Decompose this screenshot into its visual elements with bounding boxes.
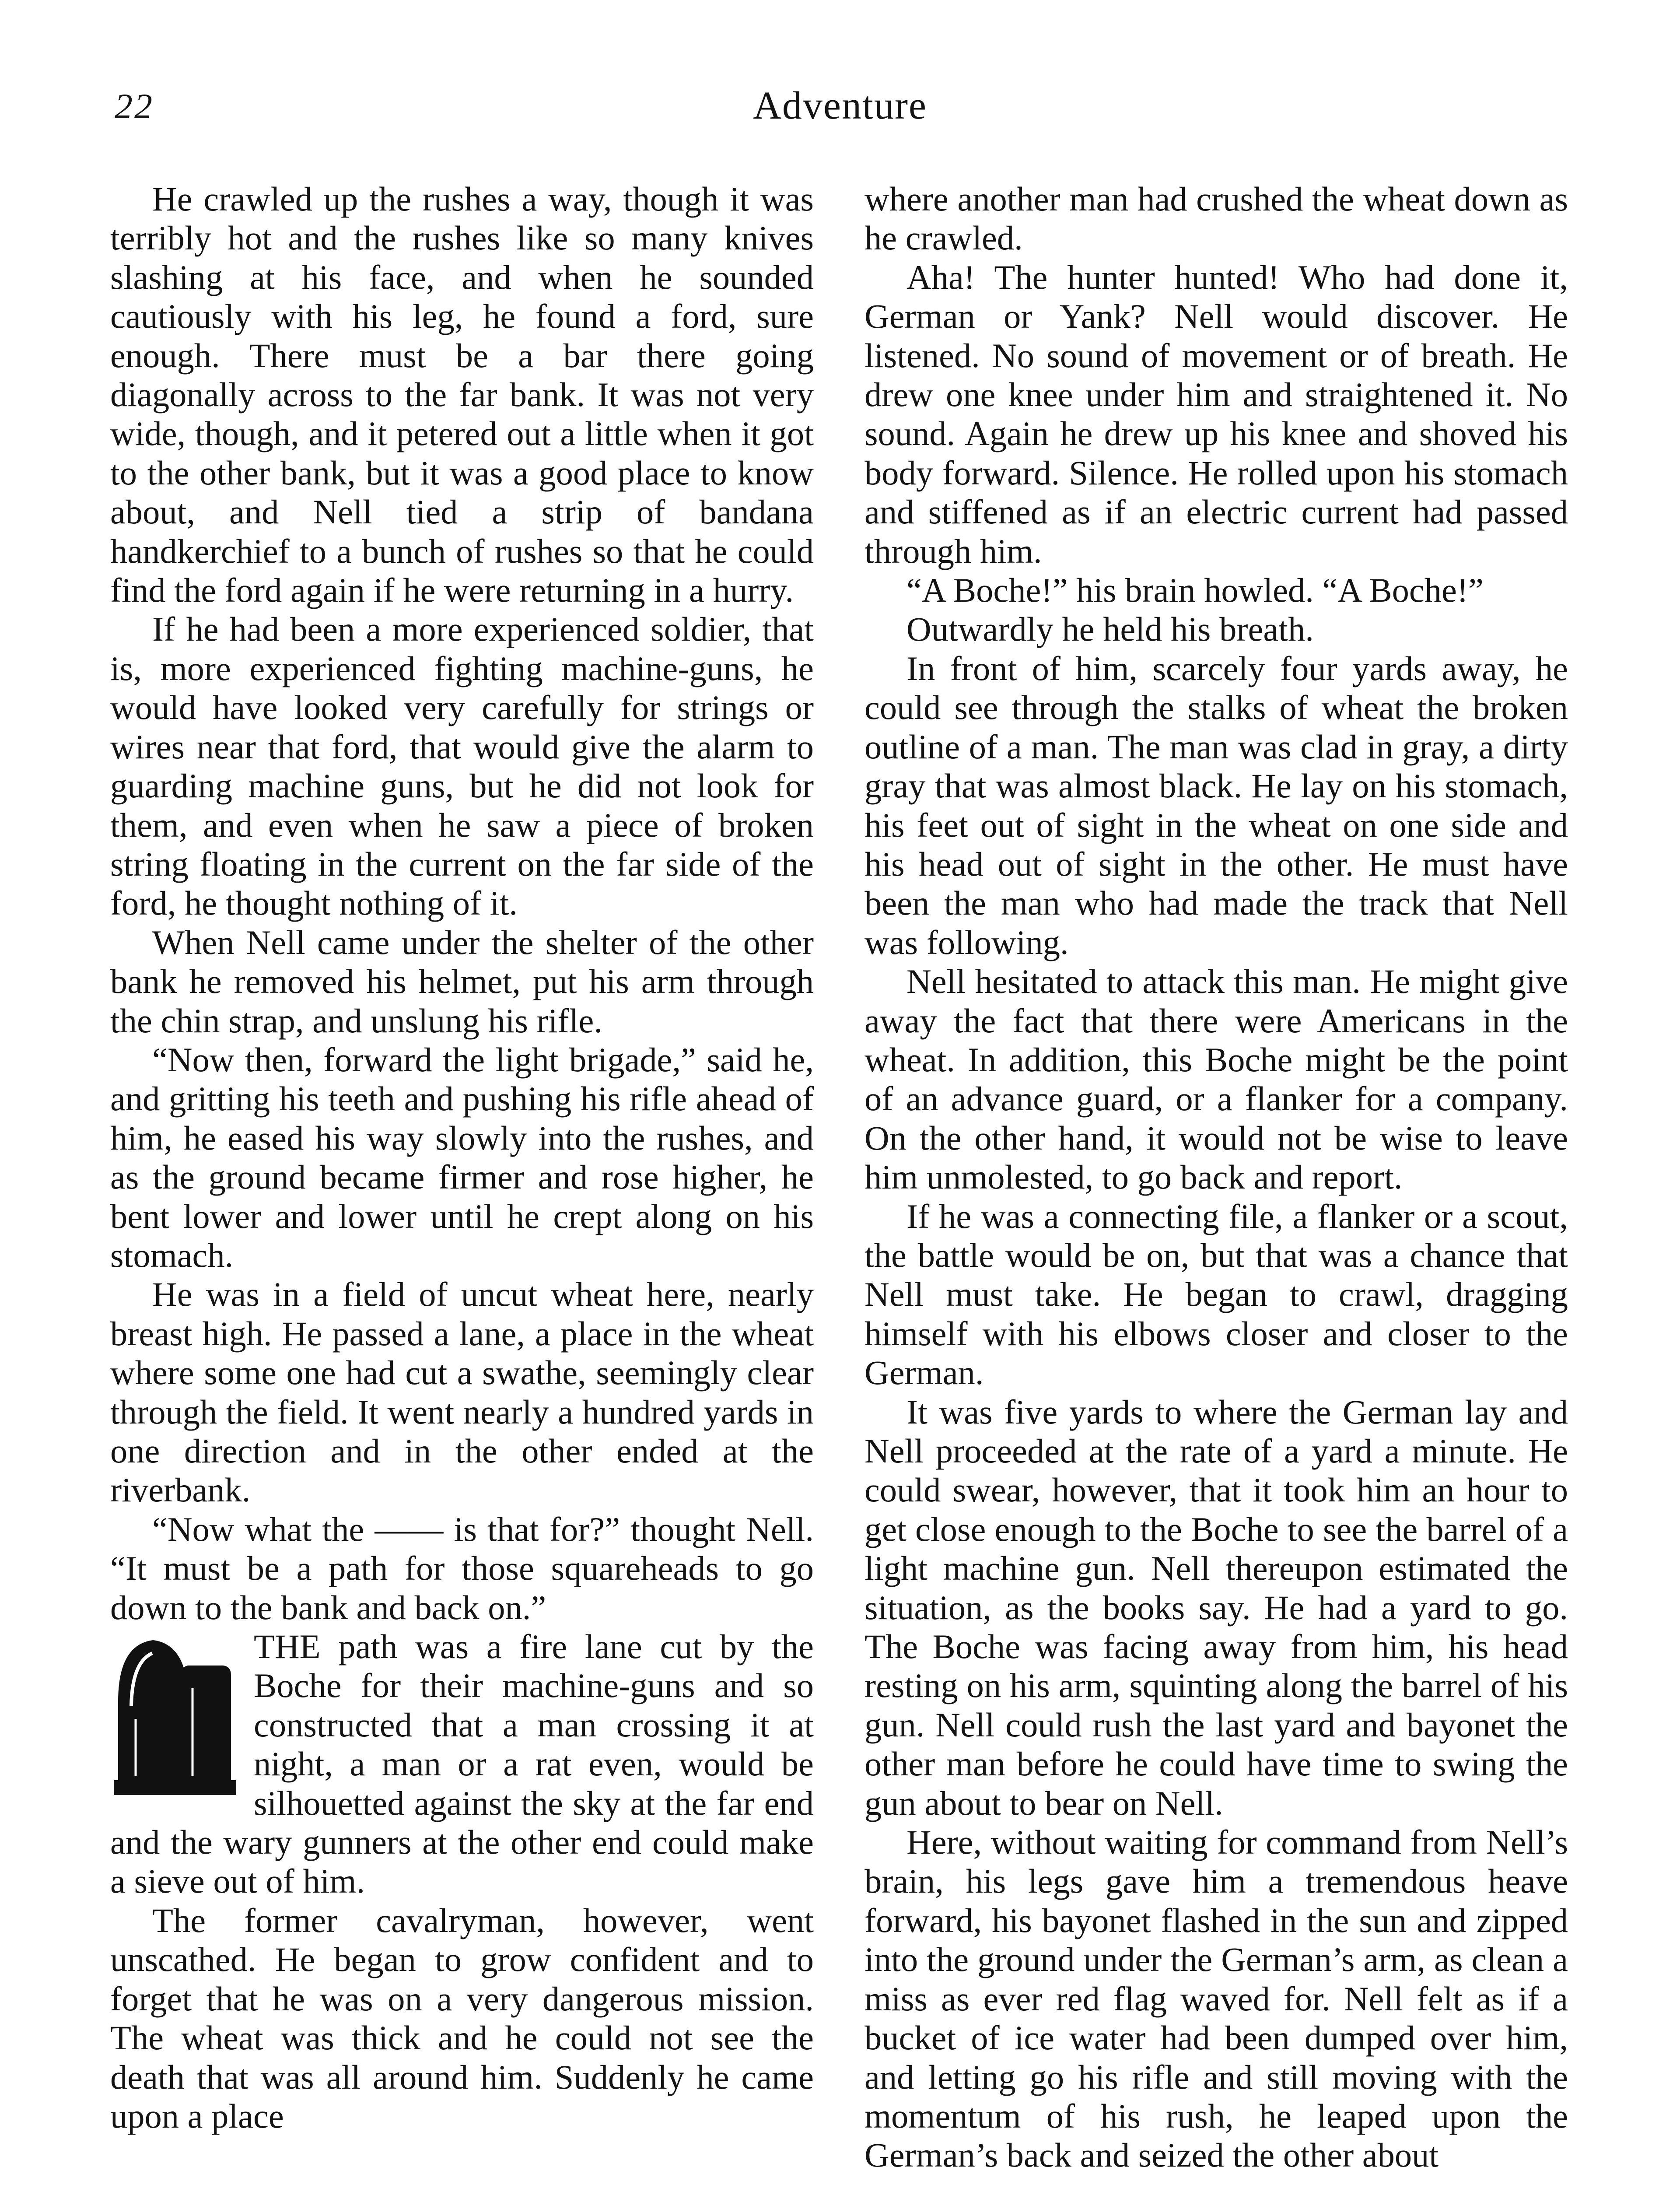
paragraph: When Nell came under the shelter of the other bank he removed his helmet, put his arm through the chin strap, and unslung his rifle. (110, 923, 814, 1040)
section-break (110, 1627, 814, 1901)
paragraph: “Now what the —— is that for?” thought Nell. “It must be a path for those squareheads to go down to the bank and back on.” (110, 1510, 814, 1627)
paragraph: “Now then, forward the light brigade,” said he, and gritting his teeth and pushing his rifle ahead of him, he eased his way slowly into the rushes, and as the ground became firmer and rose higher, he bent lower and lower until he crept along on his stomach. (110, 1040, 814, 1274)
paragraph: In front of him, scarcely four yards away, he could see through the stalks of wheat the broken outline of a man. The man was clad in gray, a dirty gray that was almost black. He lay on his stomach, his feet out of sight in the wheat on one side and his head out of sight in the other. He must have been the man who had made the track that Nell was following. (864, 649, 1568, 961)
paragraph: If he was a connecting file, a flanker or a scout, the battle would be on, but that was a chance that Nell must take. He began to crawl, dragging himself with his elbows closer and closer to the German. (864, 1197, 1568, 1392)
paragraph: He crawled up the rushes a way, though it was terribly hot and the rushes like so many knives slashing at his face, and when he sounded cautiously with his leg, he found a ford, sure enough. There must be a bar there going diagonally across to the far bank. It was not very wide, though, and it petered out a little when it got to the other bank, but it was a good place to know about, and Nell tied a strip of bandana handkerchief to a bunch of rushes so that he could find the ford again if he were returning in a hurry. (110, 180, 814, 610)
dropcap-paragraph: THE path was a fire lane cut by the Boche for their machine-guns and so constructed that a man crossing it at night, a man or a rat even, would be silhouetted against the sky at the far end and the wary gunners at the other end could make a sieve out of him. (110, 1627, 814, 1900)
paragraph: Aha! The hunter hunted! Who had done it, German or Yank? Nell would discover. He listened. No sound of movement or of breath. He drew one knee under him and straightened it. No sound. Again he drew up his knee and shoved his body forward. Silence. He rolled upon his stomach and stiffened as if an electric current had passed through him. (864, 258, 1568, 570)
left-column (110, 179, 814, 2135)
paragraph: It was five yards to where the German lay and Nell proceeded at the rate of a yard a minute. He could swear, however, that it took him an hour to get close enough to the Boche to see the barrel of a light machine gun. Nell thereupon estimated the situation, as the books say. He had a yard to go. The Boche was facing away from him, his head resting on his arm, squinting along the barrel of his gun. Nell could rush the last yard and bayonet the other man before he could have time to swing the gun about to bear on Nell. (864, 1392, 1568, 1822)
paragraph: “A Boche!” his brain howled. “A Boche!” (906, 571, 1484, 610)
bullet-cartridge-icon (110, 1636, 241, 1800)
running-head-title: Adventure (753, 84, 927, 127)
paragraph-continuation: where another man had crushed the wheat down as he crawled. (864, 180, 1568, 257)
paragraph: Here, without waiting for command from Nell’s brain, his legs gave him a tremendous heave forward, his bayonet flashed in the sun and zipped into the ground under the German’s arm, as clean a miss as ever red flag waved for. Nell felt as if a bucket of ice water had been dumped over him, and letting go his rifle and still moving with the momentum of his rush, he leaped upon the German’s back and seized the other about (864, 1823, 1568, 2174)
paragraph: The former cavalryman, however, went unscathed. He began to grow confident and to forget that he was on a very dangerous mission. The wheat was thick and he could not see the death that was all around him. Suddenly he came upon a place (110, 1901, 814, 2135)
paragraph: Nell hesitated to attack this man. He might give away the fact that there were Americans in the wheat. In addition, this Boche might be the point of an advance guard, or a flanker for a company. On the other hand, it would not be wise to leave him unmolested, to go back and report. (864, 962, 1568, 1196)
paragraph: He was in a field of uncut wheat here, nearly breast high. He passed a lane, a place in the wheat where some one had cut a swathe, seemingly clear through the field. It went nearly a hundred yards in one direction and in the other ended at the riverbank. (110, 1275, 814, 1509)
paragraph: Outwardly he held his breath. (906, 610, 1314, 649)
paragraph: If he had been a more experienced soldier, that is, more experienced fighting machine-guns, he would have looked very carefully for strings or wires near that ford, that would give the alarm to guarding machine guns, but he did not look for them, and even when he saw a piece of broken string floating in the current on the far side of the ford, he thought nothing of it. (110, 610, 814, 922)
page-number: 22 (115, 86, 154, 126)
right-column (864, 179, 1568, 2175)
